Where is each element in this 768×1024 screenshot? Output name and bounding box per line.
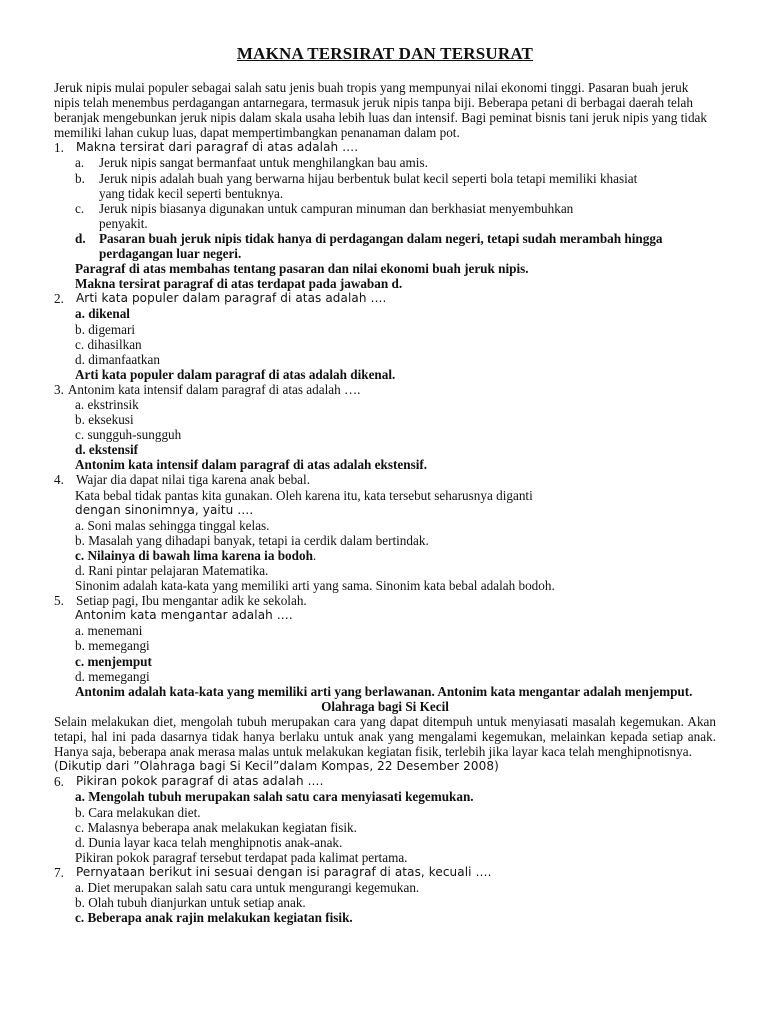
section-title: Olahraga bagi Si Kecil xyxy=(321,698,449,714)
option-d: d. Rani pintar pelajaran Matematika. xyxy=(75,563,269,578)
option-d xyxy=(75,231,716,261)
answer-explanation: Arti kata populer dalam paragraf di atas adalah dikenal. xyxy=(75,366,396,382)
option-b: b. Masalah yang dihadapi banyak, tetapi ia cerdik dalam bertindak. xyxy=(75,532,429,548)
question-number: 1. xyxy=(54,140,64,156)
question-6 xyxy=(54,774,716,789)
option-b: b. digemari xyxy=(75,321,136,337)
option-b: b. eksekusi xyxy=(75,412,134,428)
option-c xyxy=(75,201,716,231)
question-3 xyxy=(54,382,716,397)
answer-explanation: Antonim kata intensif dalam paragraf di atas adalah ekstensif. xyxy=(75,457,428,473)
question-number: 4. xyxy=(54,472,64,488)
page-title: MAKNA TERSIRAT DAN TERSURAT xyxy=(236,44,534,63)
explanation: Paragraf di atas membahas tentang pasaran dan nilai ekonomi buah jeruk nipis. xyxy=(75,261,529,277)
question-number: 5. xyxy=(54,593,64,609)
option-a: a. ekstrinsik xyxy=(75,396,139,412)
document-page xyxy=(54,44,716,925)
question-text-content: Antonim kata intensif dalam paragraf di atas adalah …. xyxy=(67,381,361,397)
option-c: c. dihasilkan xyxy=(75,336,142,352)
question-number: 7. xyxy=(54,864,64,880)
option-text: Jeruk nipis biasanya digunakan untuk campuran minuman dan berkhasiat menyembuhkan penyakit. xyxy=(99,200,574,231)
question-text: Arti kata populer dalam paragraf di atas adalah …. xyxy=(76,291,387,306)
option-letter: a. xyxy=(75,155,85,171)
question-4 xyxy=(54,472,716,487)
option-b: b. Cara melakukan diet. xyxy=(75,804,201,820)
option-b: b. memegangi xyxy=(75,638,150,654)
answer-explanation: Antonim adalah kata-kata yang memiliki arti yang berlawanan. Antonim kata mengantar adalah menjemput. xyxy=(75,683,693,699)
option-d: d. ekstensif xyxy=(75,442,139,458)
option-letter: b. xyxy=(75,170,85,186)
option-letter: c. xyxy=(75,200,85,216)
option-c: c. Beberapa anak rajin melakukan kegiatan fisik. xyxy=(75,910,353,926)
option-c xyxy=(75,548,716,563)
question-text: Wajar dia dapat nilai tiga karena anak bebal. xyxy=(76,472,310,488)
question-text: Pernyataan berikut ini sesuai dengan isi paragraf di atas, kecuali …. xyxy=(76,864,492,879)
question-context: Kata bebal tidak pantas kita gunakan. Oleh karena itu, kata tersebut seharusnya diganti xyxy=(75,487,533,503)
option-c: c. Malasnya beberapa anak melakukan kegiatan fisik. xyxy=(75,819,357,835)
passage-paragraph: Selain melakukan diet, mengolah tubuh merupakan cara yang dapat ditempuh untuk menyiasati masalah kegemukan. Akan tetapi, hal ini pada dasarnya tidak hanya berlaku untuk anak yang mengalami kegemukan, melainkan kepada setiap anak. Hanya saja, beberapa anak merasa malas untuk melakukan kegiatan fisik, terlebih jika layar kaca telah menghipnotisnya. xyxy=(54,713,716,760)
option-d: d. memegangi xyxy=(75,668,150,684)
option-a: a. Diet merupakan salah satu cara untuk mengurangi kegemukan. xyxy=(75,879,420,895)
question-text xyxy=(68,382,716,397)
option-a: a. Soni malas sehingga tinggal kelas. xyxy=(75,517,270,533)
question-number: 6. xyxy=(54,774,64,790)
option-c-period: . xyxy=(312,547,317,563)
answer-explanation: Sinonim adalah kata-kata yang memiliki arti yang sama. Sinonim kata bebal adalah bodoh. xyxy=(75,578,555,594)
question-5 xyxy=(54,593,716,608)
question-text: Pikiran pokok paragraf di atas adalah …. xyxy=(76,774,324,789)
question-2 xyxy=(54,291,716,306)
option-a: a. Mengolah tubuh merupakan salah satu cara menyiasati kegemukan. xyxy=(75,789,474,805)
answer-explanation: Pikiran pokok paragraf tersebut terdapat pada kalimat pertama. xyxy=(75,849,408,865)
option-c: c. menjemput xyxy=(75,653,152,669)
question-number: 2. xyxy=(54,291,64,307)
option-text: Jeruk nipis sangat bermanfaat untuk menghilangkan bau amis. xyxy=(99,155,428,171)
option-a xyxy=(75,155,716,170)
question-number: 3. xyxy=(54,381,64,397)
option-b xyxy=(75,171,716,201)
intro-paragraph: Jeruk nipis mulai populer sebagai salah satu jenis buah tropis yang mempunyai nilai ekonomi tinggi. Pasaran buah jeruk nipis telah menembus perdagangan antarnegara, termasuk jeruk nipis tanpa biji. Beberapa petani di berbagai daerah telah beranjak mengebunkan jeruk nipis dalam skala usaha lebih luas dan intensif. Bagi peminat bisnis tani jeruk nipis yang tidak memiliki lahan cukup luas, dapat mempertimbangkan penanaman dalam pot. xyxy=(54,80,707,141)
option-text: Jeruk nipis adalah buah yang berwarna hijau berbentuk bulat kecil seperti bola tetapi memiliki khasiat yang tidak kecil seperti bentuknya. xyxy=(99,170,638,201)
option-c: c. sungguh-sungguh xyxy=(75,427,182,443)
question-prompt: dengan sinonimnya, yaitu …. xyxy=(75,502,254,517)
question-1 xyxy=(54,140,716,155)
source-citation: (Dikutip dari ”Olahraga bagi Si Kecil”dalam Kompas, 22 Desember 2008) xyxy=(54,759,499,774)
option-b: b. Olah tubuh dianjurkan untuk setiap anak. xyxy=(75,895,306,911)
question-text: Setiap pagi, Ibu mengantar adik ke sekolah. xyxy=(76,593,307,609)
option-d: d. dimanfaatkan xyxy=(75,351,160,367)
answer-explanation: Makna tersirat paragraf di atas terdapat pada jawaban d. xyxy=(75,276,403,292)
option-a: a. menemani xyxy=(75,623,143,639)
question-text: Makna tersirat dari paragraf di atas adalah …. xyxy=(76,140,359,155)
question-prompt: Antonim kata mengantar adalah …. xyxy=(75,608,293,623)
option-d: d. Dunia layar kaca telah menghipnotis anak-anak. xyxy=(75,834,343,850)
option-text: Pasaran buah jeruk nipis tidak hanya di perdagangan dalam negeri, tetapi sudah merambah hingga perdagangan luar negeri. xyxy=(99,230,663,262)
option-a: a. dikenal xyxy=(75,306,130,322)
question-7 xyxy=(54,865,716,880)
option-c-text: c. Nilainya di bawah lima karena ia bodoh xyxy=(75,547,313,563)
option-letter: d. xyxy=(75,230,86,246)
